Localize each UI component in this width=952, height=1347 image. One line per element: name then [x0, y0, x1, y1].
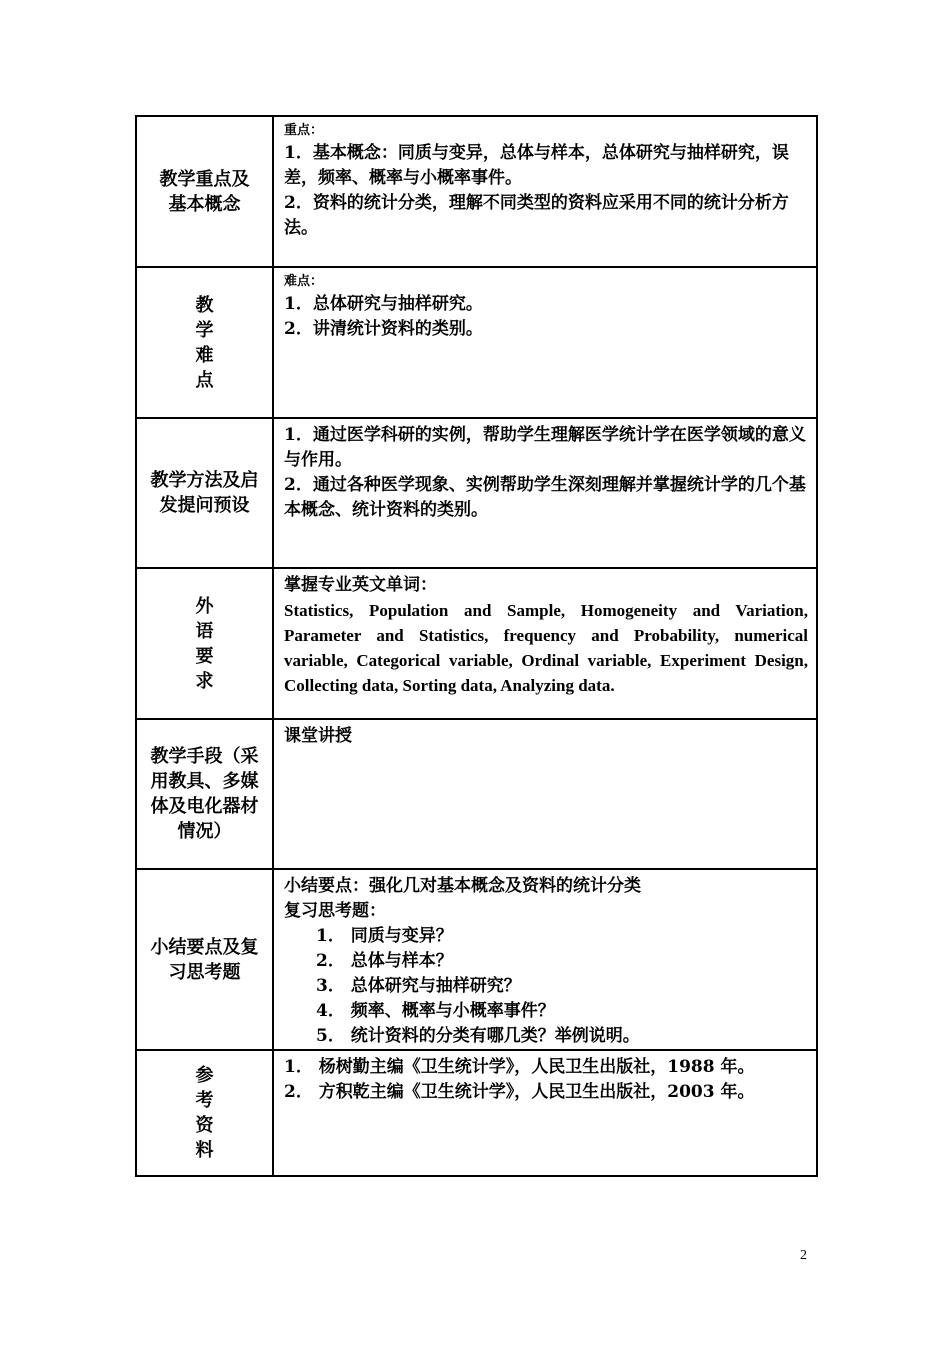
label-line: 基本概念: [168, 193, 241, 215]
vocabulary-heading: 掌握专业英文单词：: [284, 575, 437, 595]
label-foreign-language: [136, 568, 273, 719]
label-teaching-means: [136, 719, 273, 869]
label-line: 发提问预设: [159, 495, 250, 516]
label-line: 难: [195, 344, 214, 366]
label-line: 要: [195, 645, 214, 667]
label-line: 料: [195, 1140, 214, 1161]
content-key-points: [273, 116, 817, 267]
label-summary-review: [136, 869, 273, 1050]
vocabulary-list: Statistics, Population and Sample, Homogeneity and Variation, Parameter and Statistics, frequency and Probability, numerical variable, Categorical variable, Ordinal variable, Experiment Design, Collecting data, Sorting data, Analyzing data.: [284, 601, 808, 695]
label-line: 教学重点及: [159, 168, 250, 190]
review-question: 5． 统计资料的分类有哪几类？举例说明。: [316, 1026, 640, 1046]
difficulty-2: 2．讲清统计资料的类别。: [284, 319, 483, 339]
content-summary-review: [273, 869, 817, 1050]
key-point-2: 2．资料的统计分类，理解不同类型的资料应采用不同的统计分析方法。: [284, 193, 789, 238]
label-line: 体及电化器材: [150, 796, 259, 817]
content-difficulties: [273, 267, 817, 418]
method-1: 1．通过医学科研的实例，帮助学生理解医学统计学在医学领域的意义与作用。: [284, 425, 806, 470]
label-line: 参: [195, 1065, 214, 1086]
label-line: 教学手段（采: [150, 746, 259, 767]
row-teaching-means: [136, 719, 817, 869]
label-line: 学: [195, 319, 214, 341]
label-line: 资: [195, 1115, 214, 1136]
review-title: 复习思考题：: [284, 901, 386, 921]
difficulties-heading: 难点：: [284, 274, 324, 289]
label-line: 用教具、多媒: [150, 771, 259, 792]
label-line: 外: [195, 595, 214, 617]
row-difficulties: [136, 267, 817, 418]
label-line: 点: [195, 369, 214, 391]
row-summary-review: [136, 869, 817, 1050]
summary-text: 小结要点：强化几对基本概念及资料的统计分类: [284, 876, 641, 896]
review-question: 4． 频率、概率与小概率事件？: [316, 1001, 555, 1021]
row-key-points: [136, 116, 817, 267]
key-point-1: 1．基本概念：同质与变异，总体与样本，总体研究与抽样研究，误差，频率、概率与小概率事件。: [284, 143, 789, 188]
content-references: [273, 1050, 817, 1176]
label-methods: [136, 418, 273, 568]
reference-2: 2． 方积乾主编《卫生统计学》，人民卫生出版社，2003 年。: [284, 1082, 755, 1102]
method-2: 2．通过各种医学现象、实例帮助学生深刻理解并掌握统计学的几个基本概念、统计资料的类别。: [284, 475, 806, 520]
content-methods: [273, 418, 817, 568]
row-foreign-language: [136, 568, 817, 719]
label-line: 习思考题: [168, 961, 241, 983]
reference-1: 1． 杨树勤主编《卫生统计学》，人民卫生出版社，1988 年。: [284, 1057, 755, 1077]
review-question: 2． 总体与样本？: [316, 951, 453, 971]
label-line: 情况）: [177, 821, 232, 842]
label-references: [136, 1050, 273, 1176]
page-number: 2: [800, 1248, 807, 1263]
label-line: 教: [195, 294, 214, 316]
label-line: 小结要点及复: [150, 936, 259, 958]
label-line: 教学方法及启: [150, 470, 259, 491]
lesson-plan-table: [135, 115, 818, 1177]
review-question: 1． 同质与变异？: [316, 926, 453, 946]
content-teaching-means: [273, 719, 817, 869]
row-references: [136, 1050, 817, 1176]
label-line: 求: [195, 670, 214, 692]
label-difficulties: [136, 267, 273, 418]
difficulty-1: 1．总体研究与抽样研究。: [284, 294, 483, 314]
label-line: 语: [195, 620, 214, 642]
row-methods: [136, 418, 817, 568]
teaching-means-text: 课堂讲授: [284, 726, 352, 746]
label-line: 考: [195, 1090, 214, 1111]
content-foreign-language: [273, 568, 817, 719]
review-question: 3． 总体研究与抽样研究？: [316, 976, 521, 996]
label-key-points: [136, 116, 273, 267]
key-points-heading: 重点：: [284, 123, 324, 138]
